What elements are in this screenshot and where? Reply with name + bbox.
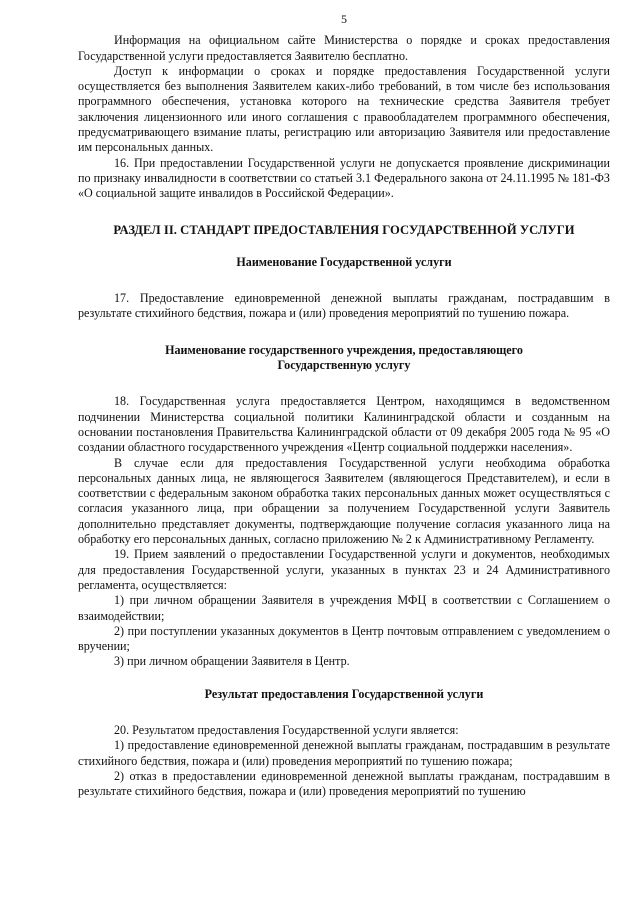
document-page bbox=[78, 12, 610, 799]
list-item: 2) при поступлении указанных документов в Центр почтовым отправлением с уведомлением о вручении; bbox=[78, 623, 610, 654]
paragraph: 18. Государственная услуга предоставляется Центром, находящимся в ведомственном подчинении Министерства социальной политики Калининградской области и созданным на основании постановления Правительства Калининградской области от 09 декабря 2005 года № 95 «О создании областного государственного учреждения «Центр социальной поддержки населения». bbox=[78, 394, 610, 455]
list-item: 3) при личном обращении Заявителя в Центр. bbox=[114, 654, 350, 669]
list-item: 1) предоставление единовременной денежной выплаты гражданам, пострадавшим в результате стихийного бедствия, пожара и (или) проведения мероприятий по тушению пожара; bbox=[78, 738, 610, 768]
subsection-title-line: Наименование государственного учреждения, предоставляющего bbox=[165, 342, 523, 357]
paragraph: 16. При предоставлении Государственной услуги не допускается проявление дискриминации по признаку инвалидности в соответствии со статьей 3.1 Федерального закона от 24.11.1995 № 181-ФЗ «О социальной защите инвалидов в Российской Федерации». bbox=[78, 155, 610, 201]
section-title: РАЗДЕЛ II. СТАНДАРТ ПРЕДОСТАВЛЕНИЯ ГОСУДАРСТВЕННОЙ УСЛУГИ bbox=[113, 222, 575, 237]
paragraph: 19. Прием заявлений о предоставлении Государственной услуги и документов, необходимых для предоставления Государственной услуги, указанных в пунктах 23 и 24 Административного регламента, осуществляется: bbox=[78, 547, 610, 592]
paragraph: Информация на официальном сайте Министерства о порядке и сроках предоставления Государственной услуги предоставляется Заявителю бесплатно. bbox=[78, 33, 610, 63]
list-item: 2) отказ в предоставлении единовременной денежной выплаты гражданам, пострадавшим в результате стихийного бедствия, пожара и (или) проведения мероприятий по тушению bbox=[78, 768, 610, 799]
paragraph: 20. Результатом предоставления Государственной услуги является: bbox=[114, 722, 459, 737]
paragraph: Доступ к информации о сроках и порядке предоставления Государственной услуги осуществляется без выполнения Заявителем каких-либо требований, в том числе без использования программного обеспечения, установка которого на технические средства Заявителя требует заключения лицензионного или иного соглашения с правообладателем программного обеспечения, предусматривающего взимание платы, регистрацию или авторизацию Заявителя или предоставление им персональных данных. bbox=[78, 63, 610, 155]
subsection-title-institution bbox=[78, 343, 610, 374]
page-number: 5 bbox=[341, 12, 347, 26]
paragraph: В случае если для предоставления Государственной услуги необходима обработка персональных данных лица, не являющегося Заявителем (являющегося Представителем), и если в соответствии с федеральным законом обработка таких персональных данных может осуществляться с согласия указанного лица, при обращении за получением Государственной услуги Заявитель дополнительно представляет документы, подтверждающие получение согласия указанного лица на обработку его персональных данных, согласно приложению № 2 к Административному Регламенту. bbox=[78, 455, 610, 547]
paragraph: 17. Предоставление единовременной денежной выплаты гражданам, пострадавшим в результате стихийного бедствия, пожара и (или) проведения мероприятий по тушению пожара. bbox=[78, 291, 610, 321]
subsection-title-line: Государственную услугу bbox=[277, 358, 411, 373]
subsection-title-result: Результат предоставления Государственной услуги bbox=[204, 686, 484, 701]
list-item: 1) при личном обращении Заявителя в учреждения МФЦ в соответствии с Соглашением о взаимодействии; bbox=[78, 593, 610, 623]
subsection-title-service-name: Наименование Государственной услуги bbox=[236, 254, 452, 269]
